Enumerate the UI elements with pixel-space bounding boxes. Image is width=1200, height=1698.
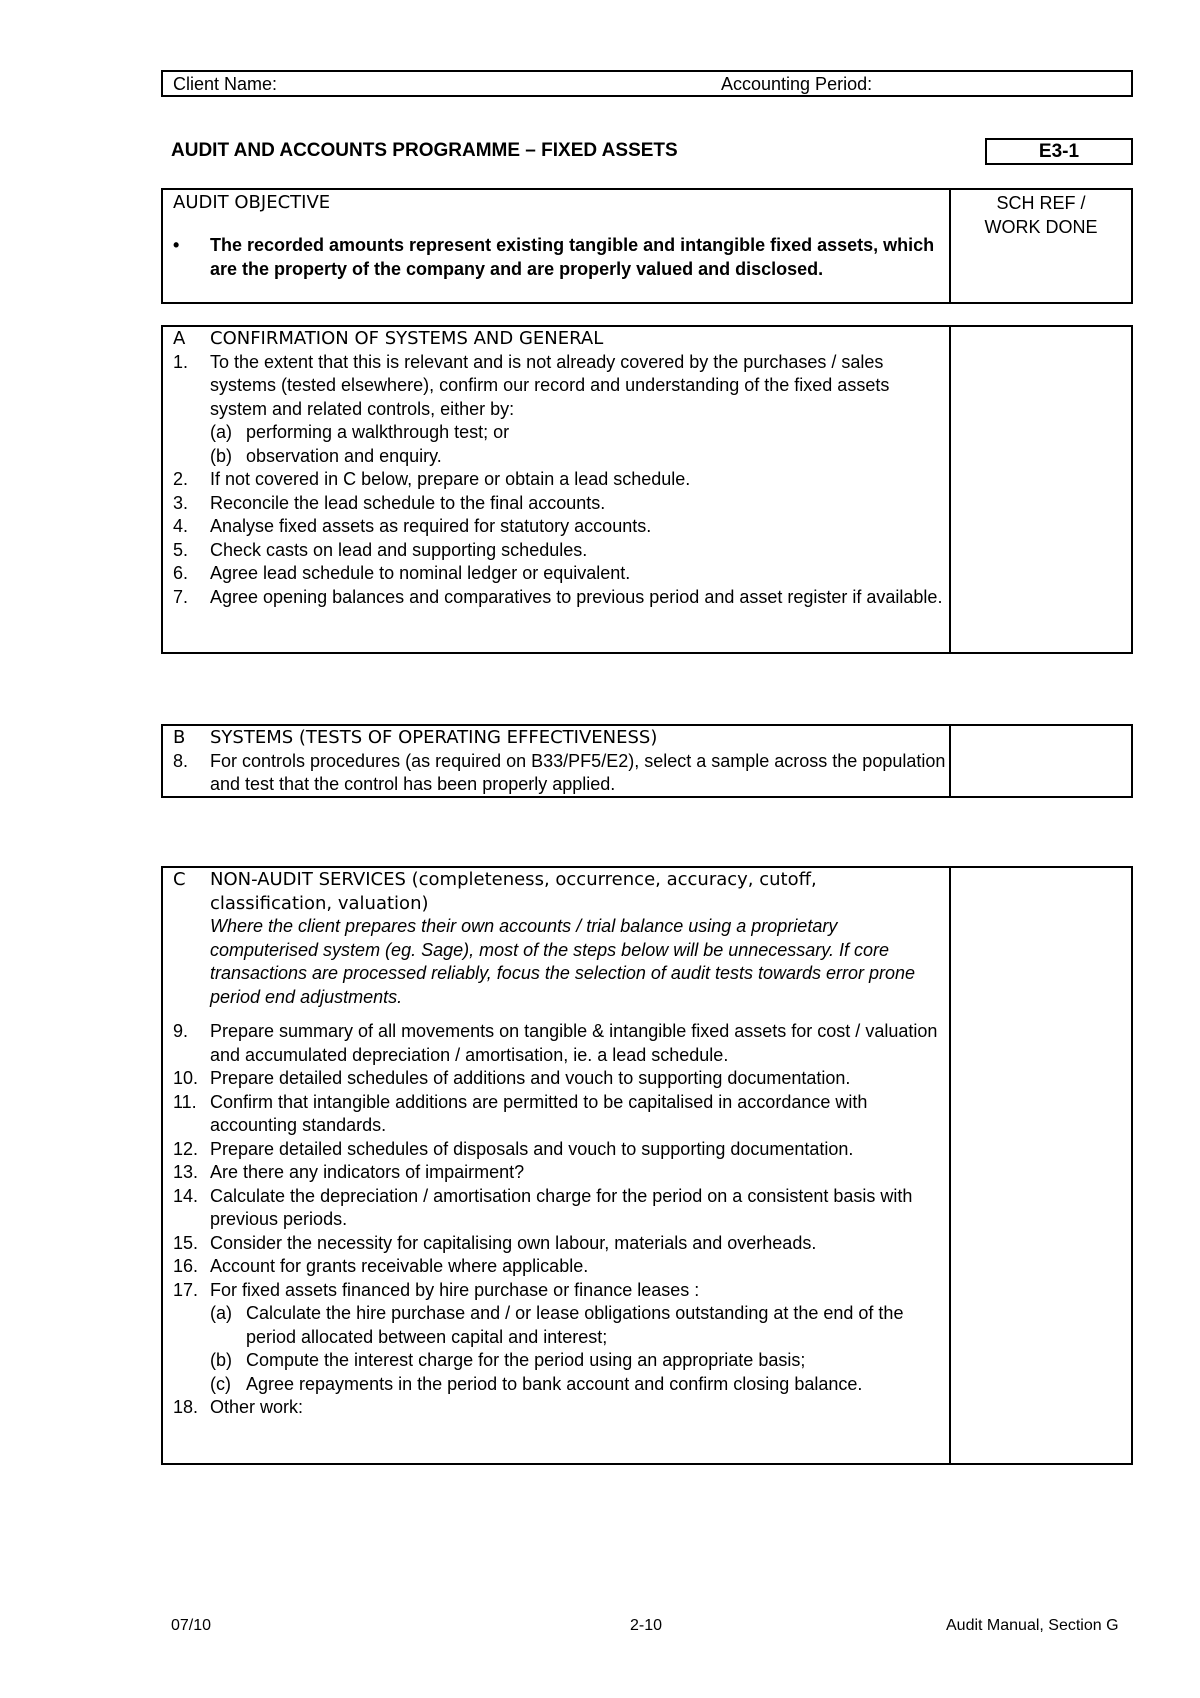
objective-bullet: • — [173, 235, 180, 255]
list-item: 14. Calculate the depreciation / amortisation charge for the period on a consistent basis with previous periods. — [173, 1185, 913, 1229]
section-b-heading: B SYSTEMS (TESTS OF OPERATING EFFECTIVENESS) — [173, 727, 658, 748]
audit-objective-box — [161, 188, 1133, 304]
list-item: 11. Confirm that intangible additions are permitted to be capitalised in accordance with accounting standards. — [173, 1091, 868, 1135]
reference-code: E3-1 — [1038, 141, 1080, 162]
list-item: 1. To the extent that this is relevant and is not already covered by the purchases / sales systems (tested elsewhere), confirm our record and understanding of the fixed assets system and related controls, either by: (a) performing a walkthrough test; or (b) observation and enquiry. — [173, 351, 950, 469]
section-c-heading: C NON-AUDIT SERVICES (completeness, occurrence, accuracy, cutoff, classification, valuation) — [173, 869, 817, 914]
sch-ref-heading: SCH REF / WORK DONE — [984, 193, 1098, 237]
sub-item: (b) Compute the interest charge for the period using an appropriate basis; — [210, 1350, 806, 1370]
section-b-box — [161, 724, 1133, 798]
page-title: AUDIT AND ACCOUNTS PROGRAMME – FIXED ASSETS — [171, 140, 678, 161]
sub-item: (c) Agree repayments in the period to bank account and confirm closing balance. — [210, 1373, 863, 1394]
sub-item: (a) Calculate the hire purchase and / or lease obligations outstanding at the end of the period allocated between capital and interest; — [210, 1303, 904, 1347]
section-c-box — [161, 866, 1133, 1465]
sub-item: (a) performing a walkthrough test; or — [210, 422, 510, 442]
footer-manual-section: Audit Manual, Section G — [946, 1617, 1119, 1634]
list-item: 12. Prepare detailed schedules of disposals and vouch to supporting documentation. — [173, 1138, 854, 1159]
list-item: 2. If not covered in C below, prepare or obtain a lead schedule. — [173, 469, 691, 489]
list-item: 18. Other work: — [173, 1397, 304, 1417]
sub-item: (b) observation and enquiry. — [210, 445, 442, 466]
section-a-box — [161, 325, 1133, 654]
reference-box — [985, 138, 1133, 165]
client-info-bar — [161, 70, 1133, 97]
client-name-label: Client Name: — [173, 74, 278, 94]
list-item: 6. Agree lead schedule to nominal ledger or equivalent. — [173, 563, 631, 583]
footer-date: 07/10 — [171, 1617, 212, 1634]
list-item: 16. Account for grants receivable where applicable. — [173, 1256, 589, 1276]
audit-objective-heading: AUDIT OBJECTIVE — [173, 192, 331, 213]
list-item: 15. Consider the necessity for capitalising own labour, materials and overheads. — [173, 1232, 817, 1253]
list-item: 8. For controls procedures (as required on B33/PF5/E2), select a sample across the population and test that the control has been properly applied. — [173, 750, 946, 794]
objective-text: The recorded amounts represent existing tangible and intangible fixed assets, which are the property of the company and are properly valued and disclosed. — [210, 235, 935, 279]
list-item: 4. Analyse fixed assets as required for statutory accounts. — [173, 516, 652, 536]
list-item: 17. For fixed assets financed by hire purchase or finance leases : (a) Calculate the hire purchase and / or lease obligations outstanding at the end of the period allocated between capital and interest; (b) Compute the interest charge for the period using an appropriate basis; (c) Agree repayments in the period to bank account and confirm closing balance. — [173, 1279, 950, 1397]
list-item: 9. Prepare summary of all movements on tangible & intangible fixed assets for cost / valuation and accumulated depreciation / amortisation, ie. a lead schedule. — [173, 1021, 938, 1065]
list-item: 5. Check casts on lead and supporting schedules. — [173, 539, 588, 560]
footer-page-number: 2-10 — [630, 1617, 663, 1634]
accounting-period-label: Accounting Period: — [721, 74, 873, 94]
list-item: 13. Are there any indicators of impairment? — [173, 1162, 525, 1182]
section-c-note: Where the client prepares their own accounts / trial balance using a proprietary computerised system (eg. Sage), most of the steps below will be unnecessary. If core transactions are processed reliably, focus the selection of audit tests towards error prone period end adjustments. — [210, 916, 916, 1007]
list-item: 10. Prepare detailed schedules of additions and vouch to supporting documentation. — [173, 1068, 851, 1088]
list-item: 7. Agree opening balances and comparatives to previous period and asset register if available. — [173, 586, 943, 607]
section-a-heading: A CONFIRMATION OF SYSTEMS AND GENERAL — [173, 328, 604, 349]
list-item: 3. Reconcile the lead schedule to the final accounts. — [173, 492, 606, 513]
